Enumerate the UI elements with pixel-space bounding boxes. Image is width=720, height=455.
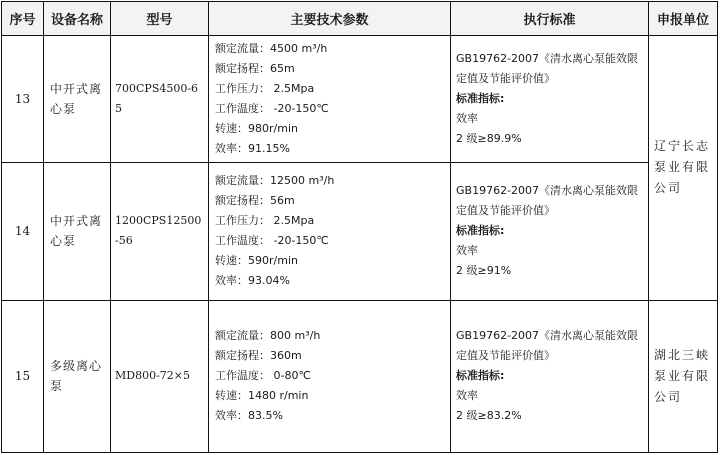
row-seq: 13 — [2, 36, 44, 163]
standard-grade: 2 级≥89.9% — [456, 132, 522, 146]
row-params — [209, 163, 451, 300]
param-line: 转速：1480 r/min — [215, 389, 309, 403]
header-model: 型号 — [111, 2, 209, 36]
row-model: MD800-72×5 — [111, 300, 209, 452]
standard-metric: 效率 — [456, 112, 478, 126]
equipment-table — [1, 1, 718, 453]
param-line: 额定流量：800 m³/h — [215, 329, 321, 343]
param-line: 工作温度： 0-80℃ — [215, 369, 311, 383]
row-model: 700CPS4500-65 — [111, 36, 209, 163]
row-equipment-name: 多级离心泵 — [44, 300, 111, 452]
row-applicant-unit: 辽宁长志泵业有限公司 — [649, 36, 718, 301]
standard-grade: 2 级≥91% — [456, 264, 512, 278]
header-name: 设备名称 — [44, 2, 111, 36]
row-standard — [451, 163, 649, 300]
header-params: 主要技术参数 — [209, 2, 451, 36]
param-line: 工作温度： -20-150℃ — [215, 102, 329, 116]
param-line: 效率：83.5% — [215, 409, 283, 423]
standard-indicator-label: 标准指标: — [456, 369, 505, 383]
row-seq: 14 — [2, 163, 44, 300]
table-row — [2, 36, 718, 163]
table-row — [2, 163, 718, 300]
row-applicant-unit: 湖北三峡泵业有限公司 — [649, 300, 718, 452]
param-line: 转速：590r/min — [215, 254, 298, 268]
row-params — [209, 36, 451, 163]
param-line: 工作压力： 2.5Mpa — [215, 82, 315, 96]
standard-text: GB19762-2007《清水离心泵能效限定值及节能评价值》 — [456, 184, 639, 218]
row-equipment-name: 中开式离心泵 — [44, 163, 111, 300]
param-line: 效率：93.04% — [215, 274, 290, 288]
standard-text: GB19762-2007《清水离心泵能效限定值及节能评价值》 — [456, 52, 639, 86]
param-line: 额定扬程：65m — [215, 62, 295, 76]
standard-indicator-label: 标准指标: — [456, 224, 505, 238]
param-line: 额定流量：12500 m³/h — [215, 174, 335, 188]
table-header-row — [2, 2, 718, 36]
row-model: 1200CPS12500-56 — [111, 163, 209, 300]
standard-metric: 效率 — [456, 244, 478, 258]
standard-text: GB19762-2007《清水离心泵能效限定值及节能评价值》 — [456, 329, 639, 363]
standard-metric: 效率 — [456, 389, 478, 403]
row-standard — [451, 300, 649, 452]
standard-indicator-label: 标准指标: — [456, 92, 505, 106]
row-standard — [451, 36, 649, 163]
param-line: 额定扬程：56m — [215, 194, 295, 208]
row-params — [209, 300, 451, 452]
param-line: 额定扬程：360m — [215, 349, 302, 363]
row-equipment-name: 中开式离心泵 — [44, 36, 111, 163]
param-line: 额定流量：4500 m³/h — [215, 42, 328, 56]
param-line: 效率：91.15% — [215, 142, 290, 156]
header-seq: 序号 — [2, 2, 44, 36]
param-line: 工作温度： -20-150℃ — [215, 234, 329, 248]
header-unit: 申报单位 — [649, 2, 718, 36]
row-seq: 15 — [2, 300, 44, 452]
param-line: 转速：980r/min — [215, 122, 298, 136]
standard-grade: 2 级≥83.2% — [456, 409, 522, 423]
param-line: 工作压力： 2.5Mpa — [215, 214, 315, 228]
header-standard: 执行标准 — [451, 2, 649, 36]
table-row — [2, 300, 718, 452]
